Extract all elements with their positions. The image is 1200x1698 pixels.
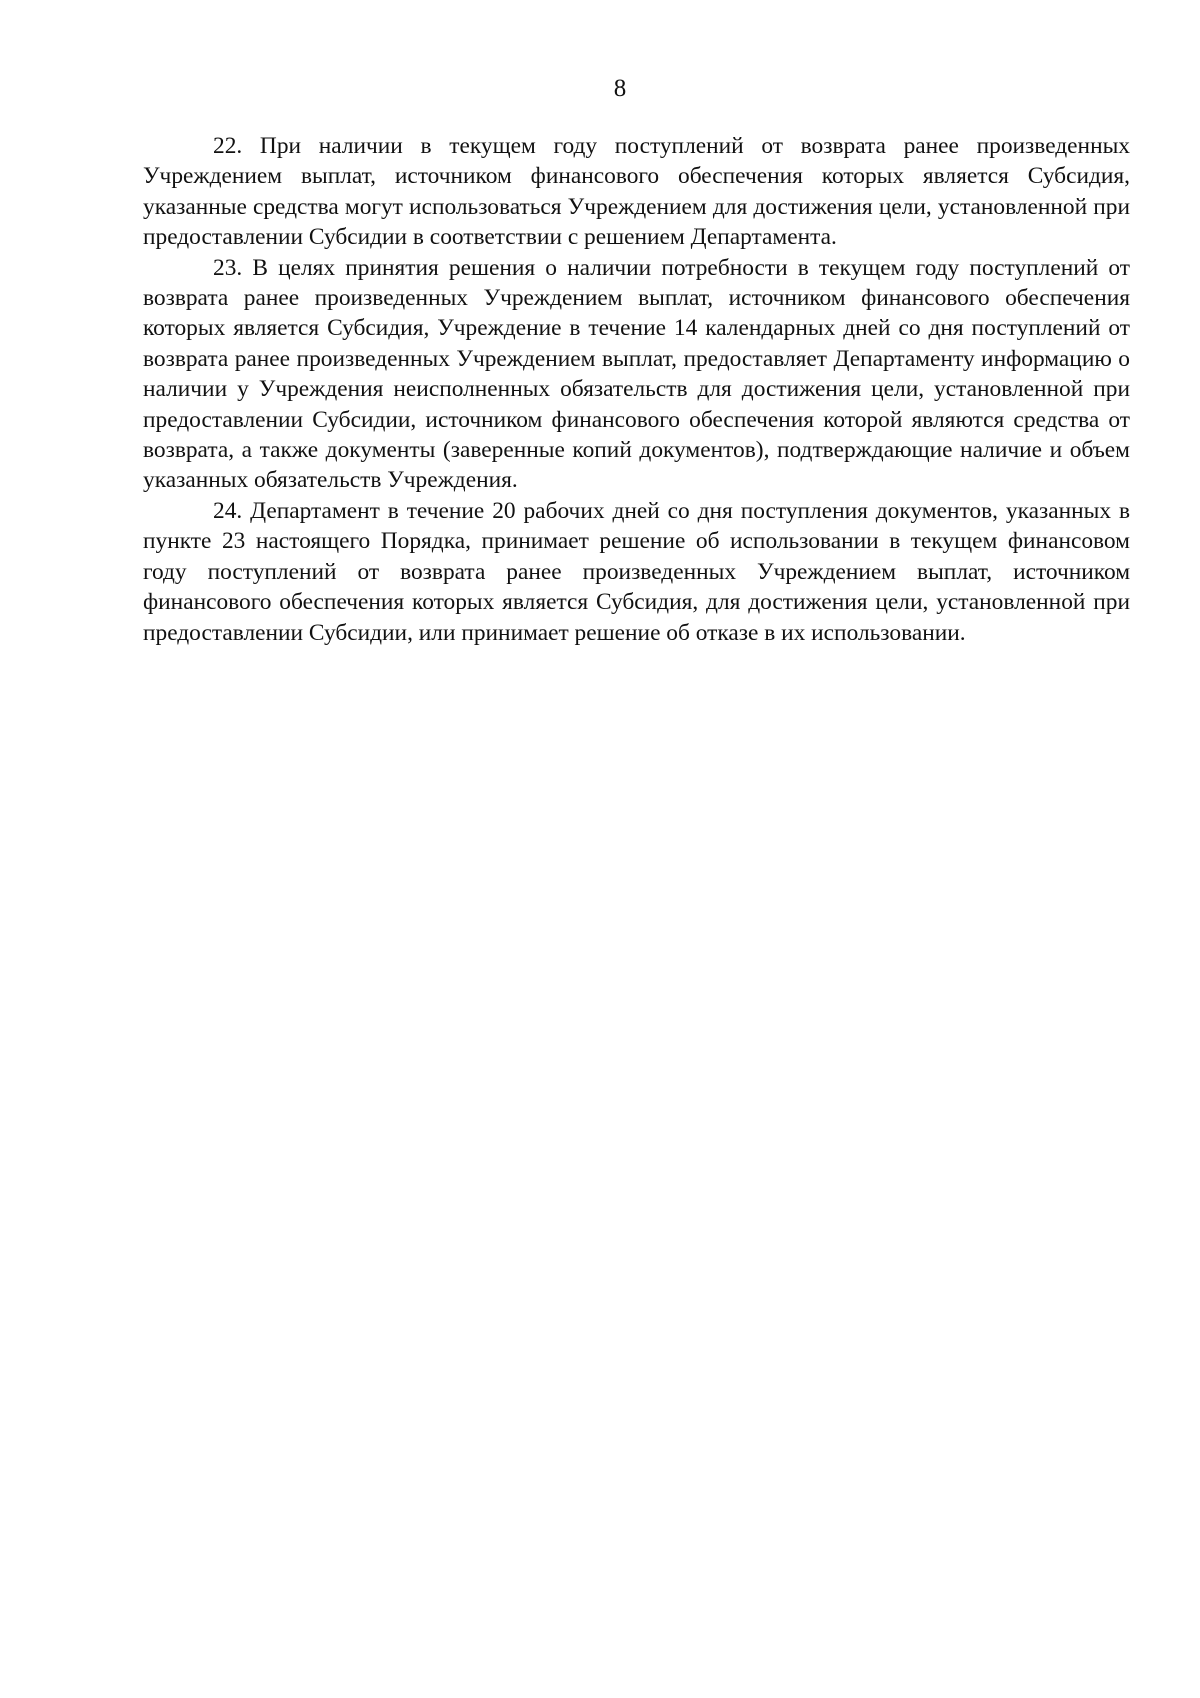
paragraph-23: 23. В целях принятия решения о наличии потребности в текущем году поступлений от возврата ранее произведенных Учреждением выплат, источником финансового обеспечения которых является Субсидия, Учреждение в течение 14 календарных дней со дня поступлений от возврата ранее произведенных Учреждением выплат, предоставляет Департаменту информацию о наличии у Учреждения неисполненных обязательств для достижения цели, установленной при предоставлении Субсидии, источником финансового обеспечения которой являются средства от возврата, а также документы (заверенные копий документов), подтверждающие наличие и объем указанных обязательств Учреждения.: [143, 254, 1130, 494]
paragraph-24: 24. Департамент в течение 20 рабочих дней со дня поступления документов, указанных в пункте 23 настоящего Порядка, принимает решение об использовании в текущем финансовом году поступлений от возврата ранее произведенных Учреждением выплат, источником финансового обеспечения которых является Субсидия, для достижения цели, установленной при предоставлении Субсидии, или принимает решение об отказе в их использовании.: [143, 497, 1130, 646]
document-body: [143, 131, 1130, 648]
paragraph-22: 22. При наличии в текущем году поступлений от возврата ранее произведенных Учреждением выплат, источником финансового обеспечения которых является Субсидия, указанные средства могут использоваться Учреждением для достижения цели, установленной при предоставлении Субсидии в соответствии с решением Департамента.: [143, 133, 1130, 251]
page-number: 8: [613, 75, 627, 102]
